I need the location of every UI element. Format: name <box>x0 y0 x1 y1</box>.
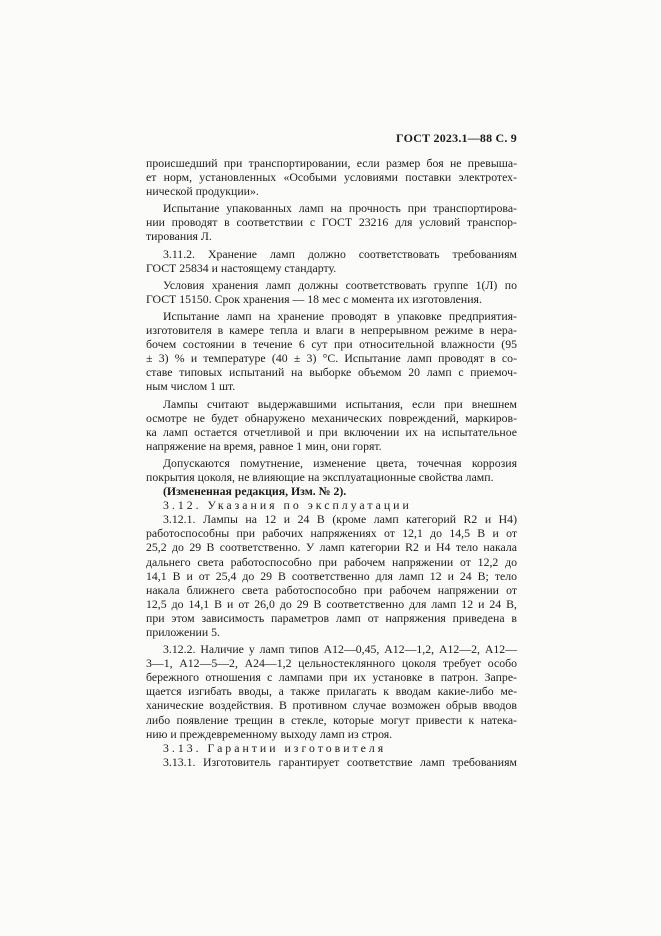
text-line: Испытание упакованных ламп на прочность при транспортирова- <box>163 201 517 216</box>
paragraph-storage-conditions <box>146 278 517 306</box>
paragraph-transport-breakage <box>146 156 517 198</box>
paragraph-3-13-1: 3.13.1. Изготовитель гарантирует соответствие ламп требованиям <box>163 754 517 769</box>
text-line: осмотре не будет обнаружено механических повреждений, маркиров- <box>146 410 517 425</box>
text-line: изготовителя в камере тепла и влаги в непрерывном режиме в нера- <box>146 323 517 338</box>
text-line: дальнего света работоспособно при рабочем напряжении от 12,2 до <box>146 554 517 569</box>
text-line: нию и преждевременному выходу ламп из строя. <box>146 726 393 741</box>
section-heading-3-13: 3.13. Гарантии изготовителя <box>163 740 387 755</box>
paragraph-packaged-strength-test <box>146 201 517 243</box>
text-line: ет норм, установленных «Особыми условиями поставки электротех- <box>146 170 517 185</box>
text-line: нической продукции». <box>146 184 259 199</box>
text-line: напряжение на время, равное 1 мин, они горят. <box>146 438 382 453</box>
paragraph-storage-test <box>146 309 517 394</box>
text-line: ГОСТ 25834 и настоящему стандарту. <box>146 260 337 275</box>
text-line: ставе типовых испытаний на выборке объемом 20 ламп с приемоч- <box>146 365 517 380</box>
text-line: ным числом 1 шт. <box>146 379 236 394</box>
paragraph-3-11-2 <box>146 247 517 275</box>
page-header: ГОСТ 2023.1—88 С. 9 <box>396 131 517 145</box>
text-line: 25,2 до 29 В соответственно. У ламп категории R2 и Н4 тело накала <box>146 540 517 555</box>
document-body <box>146 156 517 769</box>
paragraph-test-passed <box>146 397 517 453</box>
text-line: Испытание ламп на хранение проводят в упаковке предприятия- <box>163 308 517 323</box>
text-line: при этом зависимость параметров ламп от напряжения приведена в <box>146 610 517 625</box>
section-heading-3-12: 3.12. Указания по эксплуатации <box>163 498 412 513</box>
text-line: работоспособны при рабочих напряжениях от 12,1 до 14,5 В и от <box>146 526 517 541</box>
text-line: нии проводят в соответствии с ГОСТ 23216 для условий транспор- <box>146 215 517 230</box>
text-line: происшедший при транспортировании, если размер боя не превыша- <box>146 156 517 170</box>
text-line: накала ближнего света работоспособно при рабочем напряжении от <box>146 582 517 597</box>
text-line: ханические воздействия. В противном случае возможен обрыв вводов <box>146 698 517 713</box>
text-line: 14,1 В и от 25,4 до 29 В соответственно для ламп 12 и 24 В; тело <box>146 568 517 583</box>
text-line: ка ламп остается отчетливой и при включении их на испытательное <box>146 424 517 439</box>
text-line: Лампы считают выдержавшими испытания, если при внешнем <box>163 396 517 411</box>
text-line: Допускаются помутнение, изменение цвета, точечная коррозия <box>163 455 517 470</box>
paragraph-3-12-1 <box>146 512 517 639</box>
text-line: 3—1, А12—5—2, А24—1,2 цельностеклянного цоколя требует особо <box>146 656 517 671</box>
text-line: ± 3) % и температуре (40 ± 3) °С. Испытание ламп проводят в со- <box>146 351 517 366</box>
text-line: щается изгибать вводы, а также прилагать к вводам какие-либо ме- <box>146 684 517 699</box>
text-line: приложении 5. <box>146 625 220 639</box>
text-line: 3.12.1. Лампы на 12 и 24 В (кроме ламп категорий R2 и Н4) <box>163 512 517 527</box>
text-line: либо появление трещин в стекле, которые могут привести к натека- <box>146 712 517 727</box>
text-line: ГОСТ 15150. Срок хранения — 18 мес с момента их изготовления. <box>146 291 482 306</box>
text-line: покрытия цоколя, не влияющие на эксплуатационные свойства ламп. <box>146 469 494 484</box>
paragraph-3-12-2 <box>146 642 517 741</box>
edition-note: (Измененная редакция, Изм. № 2). <box>163 484 347 499</box>
text-line: Условия хранения ламп должны соответствовать группе 1(Л) по <box>163 277 517 292</box>
text-line: 3.11.2. Хранение ламп должно соответствовать требованиям <box>163 246 517 261</box>
text-line: бочем состоянии в течение 6 сут при относительной влажности (95 <box>146 337 517 352</box>
text-line: 3.12.2. Наличие у ламп типов А12—0,45, А12—1,2, А12—2, А12— <box>163 642 517 657</box>
text-line: 12,5 до 14,1 В и от 26,0 до 29 В соответственно для ламп 12 и 24 В, <box>146 596 517 611</box>
text-line: тирования Л. <box>146 229 212 244</box>
text-line: бережного отношения с лампами при их установке в патрон. Запре- <box>146 670 517 685</box>
paragraph-allowed-defects <box>146 456 517 484</box>
